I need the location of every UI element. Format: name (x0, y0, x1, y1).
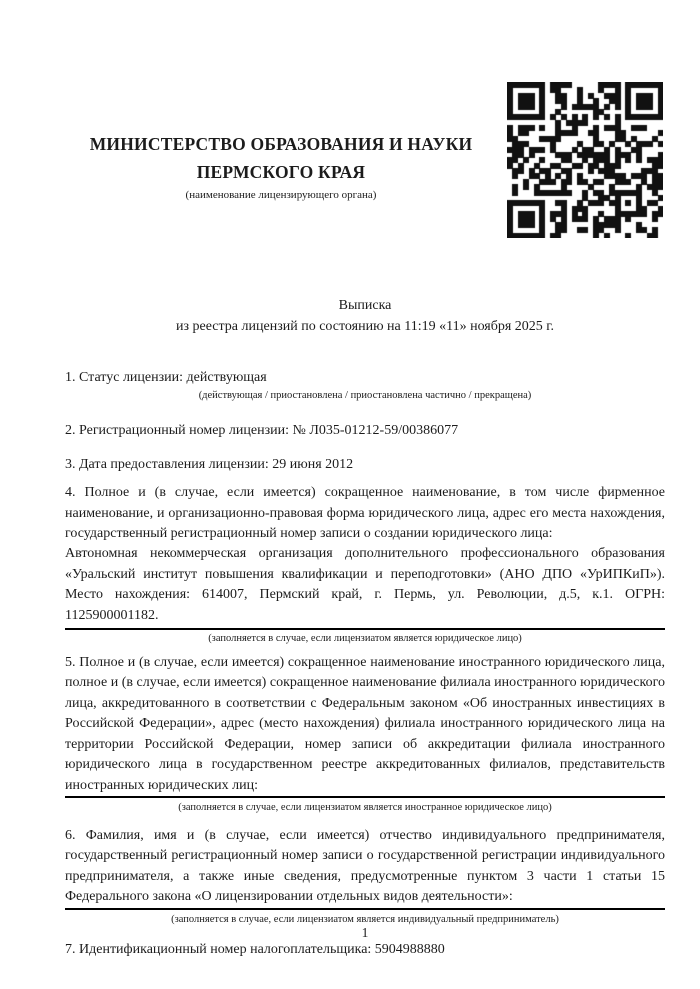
item-4-legal-entity-value: Автономная некоммерческая организация дополнительного профессионального образования «Уральский институт повышения квалификации и переподготовки» (АНО ДПО «УрИПКиП»). Место нахождения: 614007, Пермский край, г. Пермь, ул. Революции, д.5, к.1. ОГРН: 1125900001182. (65, 544, 665, 630)
document-title-line2: из реестра лицензий по состоянию на 11:19 «11» ноября 2025 г. (176, 318, 554, 334)
item-5-caption: (заполняется в случае, если лицензиатом является иностранное юридическое лицо) (178, 801, 552, 813)
item-4-legal-entity-label: 4. Полное и (в случае, если имеется) сокращенное наименование, в том числе фирменное наименование, и организационно-правовая форма юридического лица, адрес его места нахождения, государственный регистрационный номер записи о создании юридического лица: (65, 485, 665, 542)
page-number: 1 (361, 925, 369, 940)
item-5-foreign-entity-label: 5. Полное и (в случае, если имеется) сокращенное наименование иностранного юридического лица, полное и (в случае, если имеется) сокращенное наименование филиала иностранного юридического лица, аккредитованного в соответствии с Федеральным законом «Об иностранных инвестициях в Российской Федерации», адрес (место нахождения) филиала иностранного юридического лица на территории Российской Федерации, номер записи об аккредитации филиала иностранного юридического лица в государственном реестре аккредитованных филиалов, представительств иностранных юридических лиц: (65, 655, 665, 793)
item-6-blank-line (65, 908, 665, 910)
item-5-blank-line (65, 796, 665, 798)
document-title-line1: Выписка (338, 298, 392, 313)
item-7-taxpayer-number: 7. Идентификационный номер налогоплательщика: 5904988880 (65, 941, 445, 957)
item-3-license-date: 3. Дата предоставления лицензии: 29 июня 2012 (65, 456, 354, 472)
licensing-authority-header (65, 130, 497, 202)
ministry-name (65, 130, 497, 186)
item-1-license-status: 1. Статус лицензии: действующая (65, 370, 267, 385)
item-6-caption: (заполняется в случае, если лицензиатом является индивидуальный предприниматель) (171, 913, 559, 925)
document-body (65, 368, 665, 960)
ministry-caption: (наименование лицензирующего органа) (185, 189, 377, 201)
item-6-entrepreneur-label: 6. Фамилия, имя и (в случае, если имеется) отчество индивидуального предпринимателя, государственный регистрационный номер записи о государственной регистрации индивидуального предпринимателя, а также иные сведения, предусмотренные пунктом 3 части 1 статьи 15 Федерального закона «О лицензировании отдельных видов деятельности»: (65, 827, 665, 905)
ministry-name-line2: ПЕРМСКОГО КРАЯ (196, 162, 366, 182)
item-1-caption: (действующая / приостановлена / приостановлена частично / прекращена) (198, 390, 532, 402)
item-2-registration-number: 2. Регистрационный номер лицензии: № Л035-01212-59/00386077 (65, 423, 459, 439)
document-title (65, 296, 665, 337)
qr-code-icon (507, 82, 663, 238)
qr-code-canvas (507, 82, 663, 238)
ministry-name-line1: МИНИСТЕРСТВО ОБРАЗОВАНИЯ И НАУКИ (89, 134, 473, 154)
item-4-caption: (заполняется в случае, если лицензиатом является юридическое лицо) (208, 633, 522, 645)
